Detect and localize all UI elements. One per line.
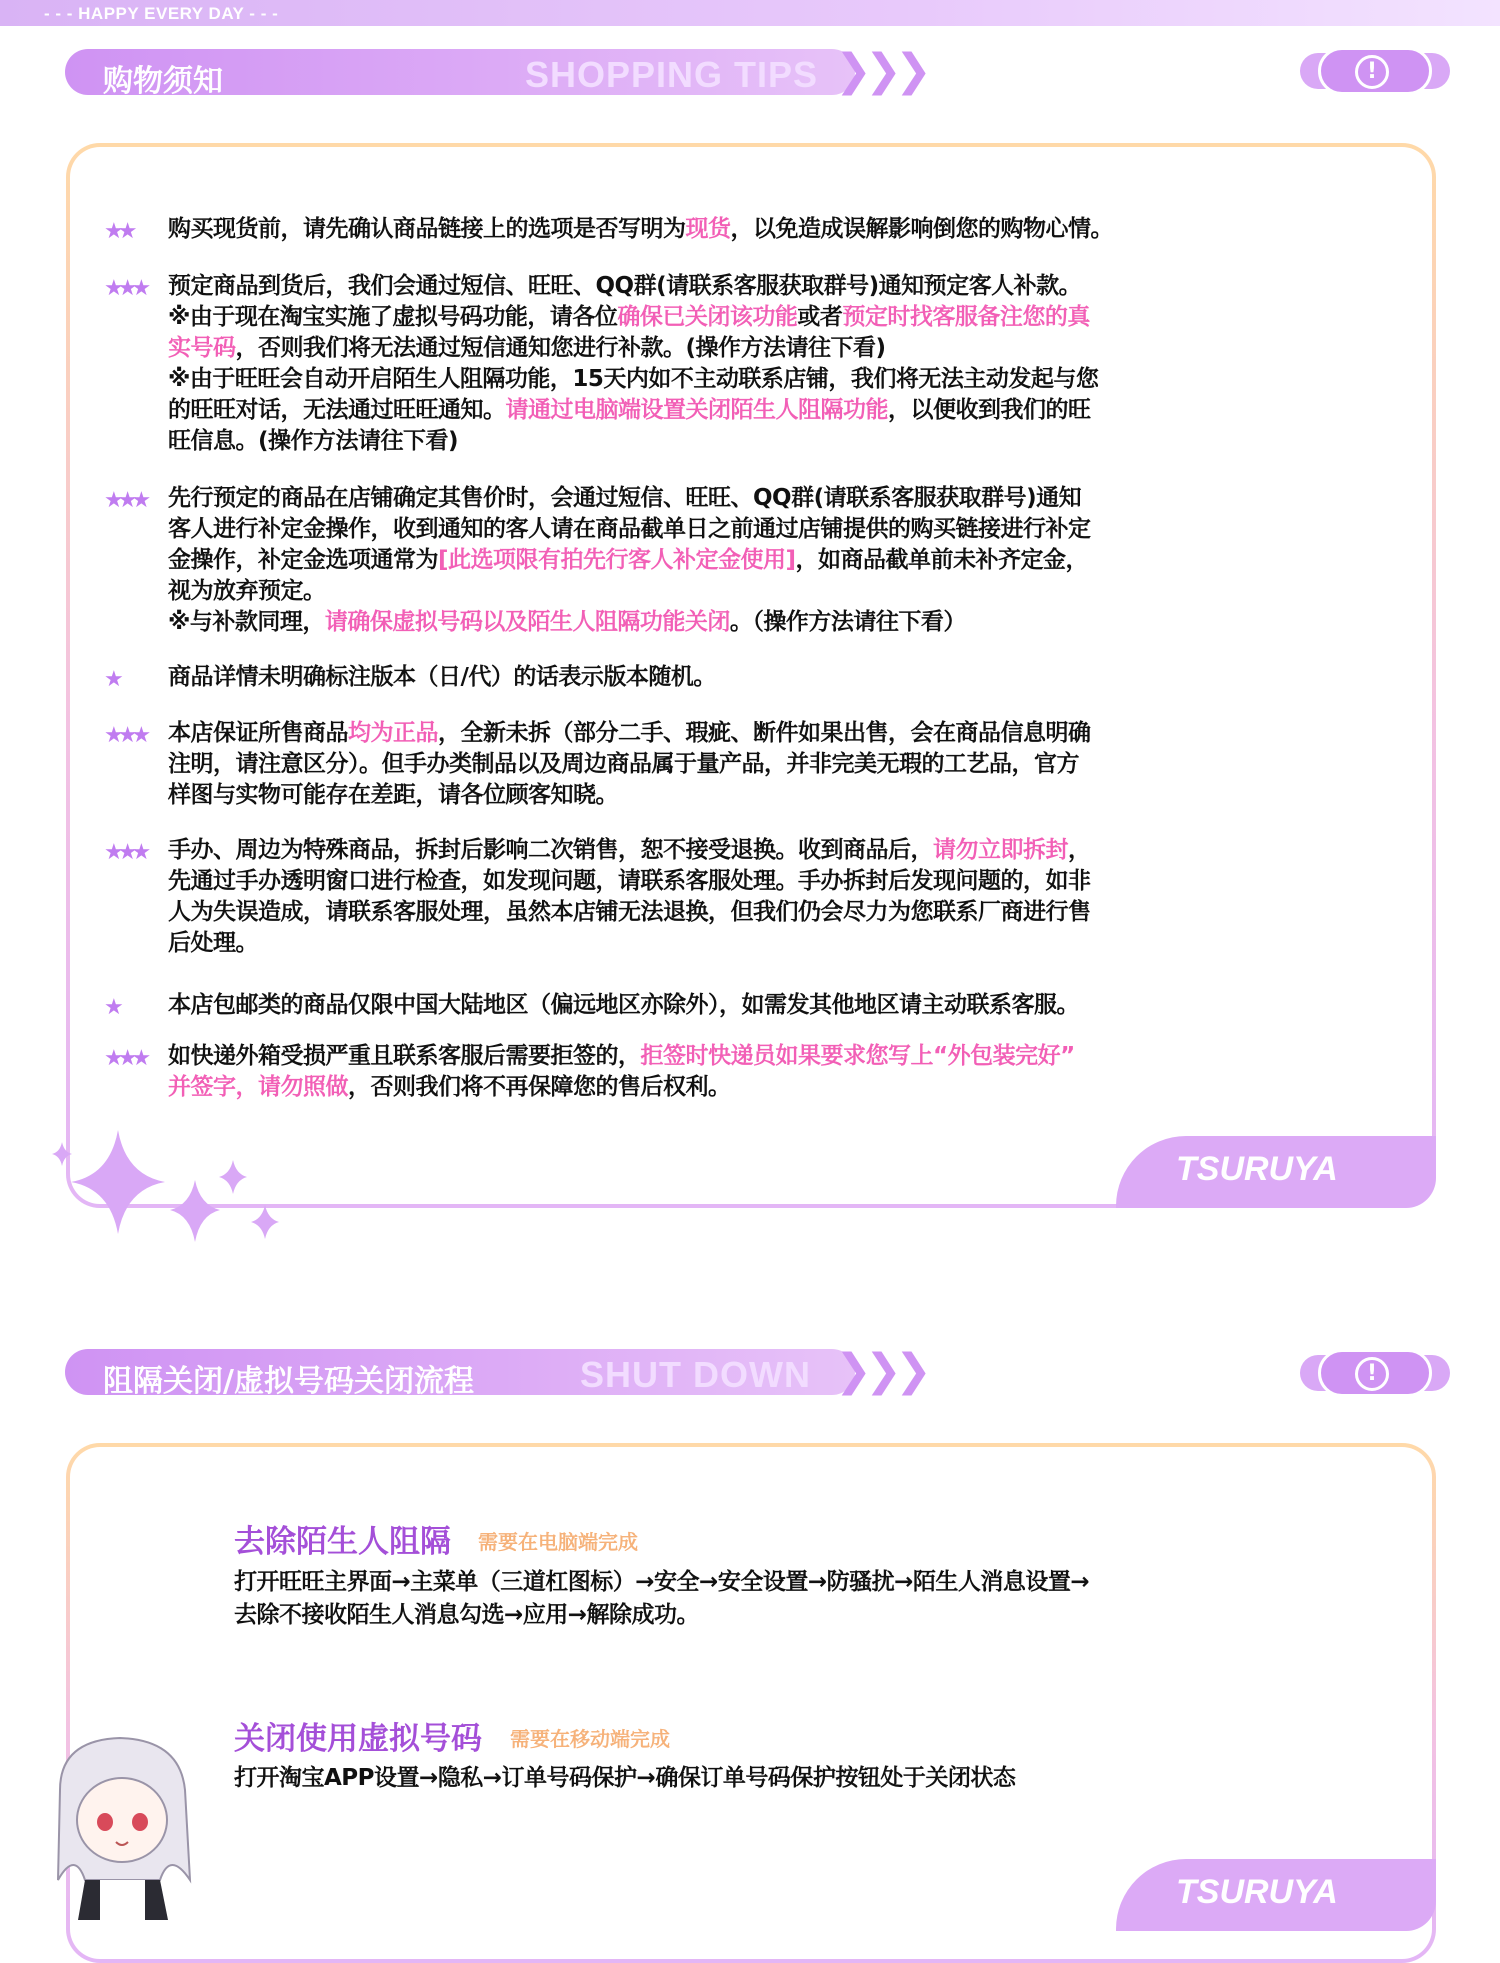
block-steps [234,1566,1089,1632]
tip-text: 后处理。 [168,930,258,956]
tip-text: 金操作，补定金选项通常为 [168,547,438,573]
tip-text: 客人进行补定金操作，收到通知的客人请在商品截单日之前通过店铺提供的购买链接进行补定 [168,516,1091,542]
highlight-text: 并签字，请勿照做 [168,1074,348,1100]
star-icon: ★ [104,667,118,692]
block-steps [234,1762,1015,1795]
highlight-text: 现货 [685,216,731,242]
section-title-en: SHUT DOWN [580,1354,811,1395]
block-title-remove-stranger-block: 去除陌生人阻隔 [234,1524,451,1560]
tip-text: 本店包邮类的商品仅限中国大陆地区（偏远地区亦除外），如需发其他地区请主动联系客服。 [168,992,1079,1018]
tip-text: 先行预定的商品在店铺确定其售价时，会通过短信、旺旺、QQ群(请联系客服获取群号)通知 [168,485,1082,511]
star-icon: ★★★ [104,1046,146,1071]
tip-item [104,271,1363,457]
brand-tab [1116,1136,1436,1208]
tip-line [168,576,1363,607]
tip-text: 先通过手办透明窗口进行检查，如发现问题，请联系客服处理。手办拆封后发现问题的，如非 [168,868,1091,894]
tip-text: 人为失误造成，请联系客服处理，虽然本店铺无法退换，但我们仍会尽力为您联系厂商进行售 [168,899,1091,925]
section-header-shopping-tips [65,45,945,99]
step-line: 打开淘宝APP设置→隐私→订单号码保护→确保订单号码保护按钮处于关闭状态 [234,1765,1016,1791]
tip-text: 的旺旺对话，无法通过旺旺通知。 [168,397,506,423]
tip-text: ，全新未拆（部分二手、瑕疵、断件如果出售，会在商品信息明确 [438,720,1091,746]
star-icon: ★★★ [104,723,146,748]
tip-text: 手办、周边为特殊商品，拆封后影响二次销售，恕不接受退换。收到商品后， [168,837,933,863]
tip-text: 购买现货前，请先确认商品链接上的选项是否写明为 [168,216,686,242]
mascot-character-icon [40,1730,210,1920]
tip-line [168,780,1363,811]
highlight-text: 均为正品 [348,720,438,746]
tip-item [104,835,1363,959]
brand-tab [1116,1859,1436,1931]
tip-line [168,426,1363,457]
top-banner-text: - - - HAPPY EVERY DAY - - - [44,4,279,23]
notice-badge [1300,1349,1450,1397]
highlight-text: 拒签时快递员如果要求您写上“外包装完好” [640,1043,1075,1069]
tip-line [168,514,1363,545]
tip-text: 样图与实物可能存在差距，请各位顾客知晓。 [168,782,618,808]
tip-line [168,866,1363,897]
chevron-right-icon: ❯ [835,1345,872,1396]
tip-text: 如快递外箱受损严重且联系客服后需要拒签的， [168,1043,641,1069]
exclamation-circle-icon: ! [1355,55,1389,89]
top-banner [0,0,1500,26]
brand-logo-text: TSURUYA [1176,1873,1338,1911]
tip-text: ，否则我们将无法通过短信通知您进行补款。(操作方法请往下看) [235,335,886,361]
tip-line [168,545,1363,576]
tip-text: ，以免造成误解影响倒您的购物心情。 [730,216,1113,242]
tip-line [168,214,1363,245]
block-note: 需要在电脑端完成 [478,1530,638,1554]
tip-line [168,333,1363,364]
tip-line [168,271,1363,302]
chevron-right-icon: ❯ [895,45,932,96]
star-icon: ★★★ [104,840,146,865]
tip-text: 或者 [797,304,843,330]
chevron-right-icon: ❯ [895,1345,932,1396]
exclamation-circle-icon: ! [1355,1357,1389,1391]
highlight-text: 请勿立即拆封 [933,837,1068,863]
tip-item [104,718,1363,811]
tip-text: 。（操作方法请往下看） [729,609,966,635]
tip-text: ※由于旺旺会自动开启陌生人阻隔功能，15天内如不主动联系店铺，我们将无法主动发起与您 [168,366,1099,392]
tip-text: 视为放弃预定。 [168,578,326,604]
tip-line [168,395,1363,426]
tip-line [168,364,1363,395]
star-icon: ★★ [104,219,132,244]
tip-item [104,990,1363,1021]
notice-badge [1300,47,1450,95]
section-title-en: SHOPPING TIPS [525,54,819,95]
chevron-right-icon: ❯ [835,45,872,96]
highlight-text: 确保已关闭该功能 [617,304,798,330]
star-icon: ★★★ [104,488,146,513]
section-title-cn: 购物须知 [103,64,223,99]
tip-text: ※由于现在淘宝实施了虚拟号码功能，请各位 [168,304,618,330]
tip-text: ， [1068,837,1091,863]
tip-text: 注明，请注意区分）。但手办类制品以及周边商品属于量产品，并非完美无瑕的工艺品，官方 [168,751,1079,777]
highlight-text: 预定时找客服备注您的真 [842,304,1090,330]
tip-text: ※与补款同理， [168,609,325,635]
tip-line [168,928,1363,959]
star-icon: ★★★ [104,276,146,301]
highlight-text: 请通过电脑端设置关闭陌生人阻隔功能 [505,397,888,423]
tip-item [104,1041,1363,1103]
highlight-text: [此选项限有拍先行客人补定金使用] [438,547,796,573]
tip-line [168,749,1363,780]
sparkle-decoration-icon [40,1120,300,1270]
tip-text: 预定商品到货后，我们会通过短信、旺旺、QQ群(请联系客服获取群号)通知预定客人补款。 [168,273,1082,299]
tip-item [104,483,1363,638]
tip-line [168,302,1363,333]
chevron-right-icon: ❯ [865,1345,902,1396]
brand-logo-text: TSURUYA [1176,1150,1338,1188]
tip-line [168,835,1363,866]
tip-line [168,990,1363,1021]
tip-line [168,607,1363,638]
step-line: 去除不接收陌生人消息勾选→应用→解除成功。 [234,1602,700,1628]
chevron-right-icon: ❯ [865,45,902,96]
section-header-shut-down [65,1345,945,1399]
star-icon: ★ [104,995,118,1020]
tip-line [168,897,1363,928]
tip-line [168,718,1363,749]
highlight-text: 请确保虚拟号码以及陌生人阻隔功能关闭 [324,609,730,635]
highlight-text: 实号码 [168,335,236,361]
tip-line [168,662,1363,693]
tip-text: 旺信息。(操作方法请往下看) [168,428,459,454]
tip-text: 商品详情未明确标注版本（日/代）的话表示版本随机。 [168,664,716,690]
tip-item [104,214,1363,245]
step-line: 打开旺旺主界面→主菜单（三道杠图标）→安全→安全设置→防骚扰→陌生人消息设置→ [234,1569,1090,1595]
tip-text: ，以便收到我们的旺 [888,397,1091,423]
tip-line [168,483,1363,514]
section-title-cn: 阻隔关闭/虚拟号码关闭流程 [103,1364,474,1399]
tip-text: 本店保证所售商品 [168,720,348,746]
tip-text: ，否则我们将不再保障您的售后权利。 [348,1074,731,1100]
block-title-disable-virtual-number: 关闭使用虚拟号码 [234,1721,482,1757]
tip-line [168,1072,1363,1103]
tip-item [104,662,1363,693]
tip-line [168,1041,1363,1072]
block-note: 需要在移动端完成 [510,1727,670,1751]
tip-text: ，如商品截单前未补齐定金， [795,547,1089,573]
